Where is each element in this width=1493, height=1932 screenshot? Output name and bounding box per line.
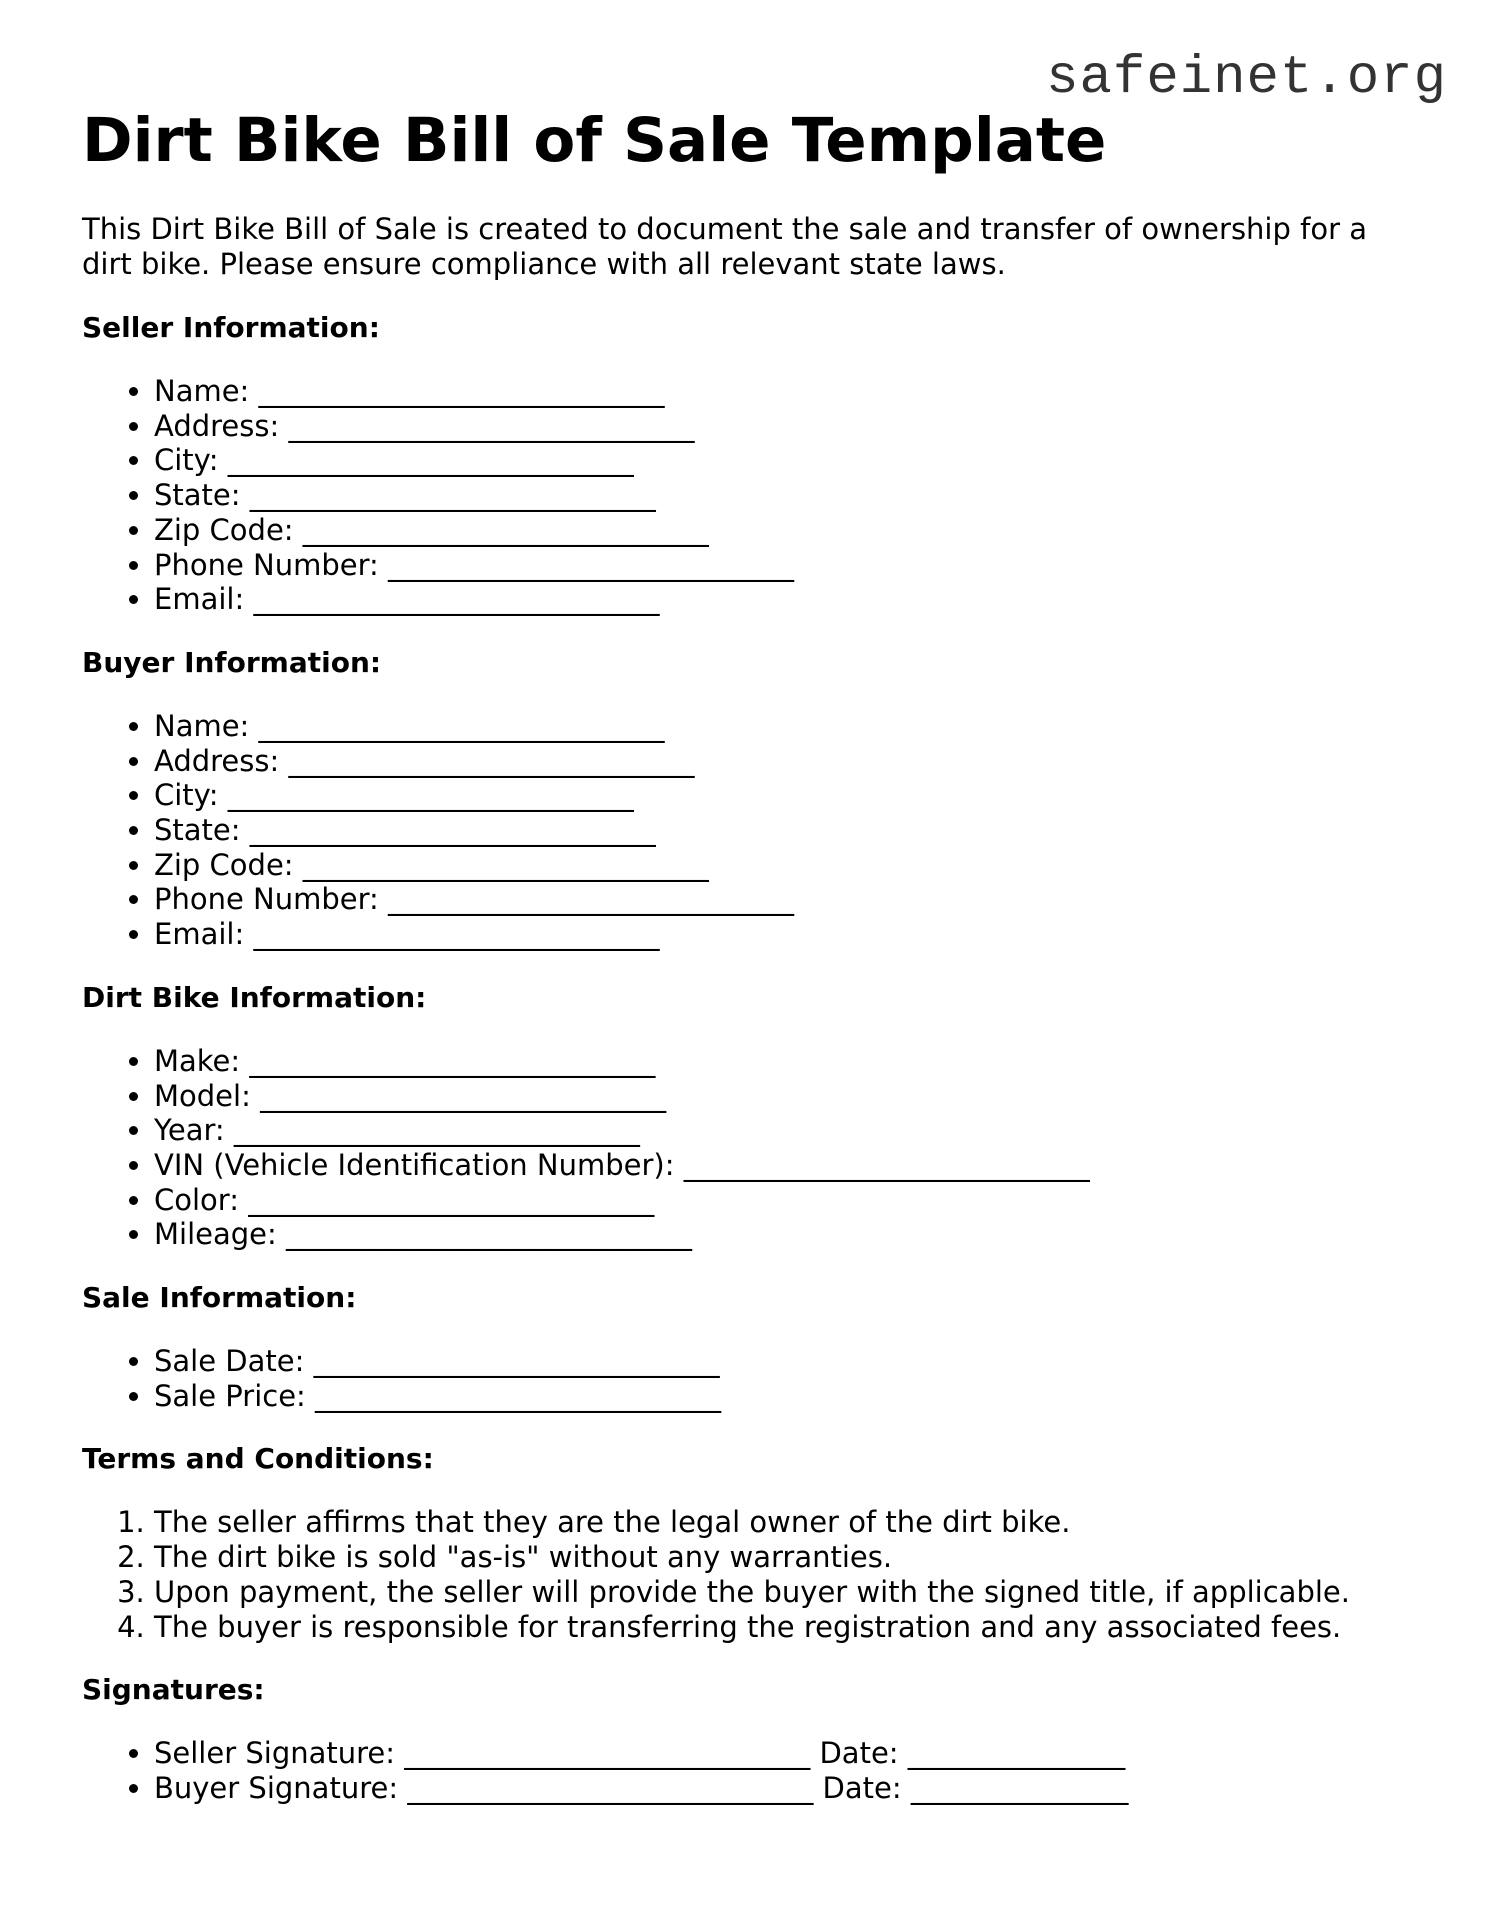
blank-line[interactable]: ____________________________ — [286, 1217, 692, 1252]
blank-line[interactable]: ____________________________ — [248, 1182, 655, 1217]
list-item: • Seller Signature: ____________________________ Date: _______________ — [154, 1736, 1422, 1771]
list-item: 2. The dirt bike is sold "as-is" without any warranties. — [154, 1540, 1422, 1575]
list-item: • Name: ____________________________ — [154, 374, 1422, 409]
sale-heading: Sale Information: — [82, 1281, 357, 1315]
buyer-fields — [82, 709, 1422, 952]
list-item: • City: ____________________________ — [154, 778, 1422, 813]
list-item: • Address: ____________________________ — [154, 744, 1422, 779]
list-item: • Email: ____________________________ — [154, 582, 1422, 617]
list-item: • Email: ____________________________ — [154, 917, 1422, 952]
list-item: • Sale Date: ____________________________ — [154, 1344, 1422, 1379]
document-page — [82, 0, 1422, 1806]
bike-fields — [82, 1044, 1422, 1252]
list-item: • State: ____________________________ — [154, 478, 1422, 513]
seller-heading: Seller Information: — [82, 311, 380, 344]
list-item: • Address: ____________________________ — [154, 409, 1422, 444]
blank-line[interactable]: ____________________________ — [315, 1378, 722, 1413]
list-item: • City: ____________________________ — [154, 443, 1422, 478]
list-item: • Mileage: ____________________________ — [154, 1217, 1422, 1252]
list-item: 3. Upon payment, the seller will provide the buyer with the signed title, if applicable. — [154, 1575, 1422, 1610]
list-item: • Phone Number: ____________________________ — [154, 548, 1422, 583]
terms-list — [82, 1505, 1422, 1644]
blank-line[interactable]: ____________________________ — [388, 882, 795, 917]
list-item: • Year: ____________________________ — [154, 1113, 1422, 1148]
seller-fields — [82, 374, 1422, 617]
blank-line[interactable]: ____________________________ — [683, 1147, 1090, 1182]
blank-line[interactable]: ____________________________ — [313, 1344, 720, 1379]
list-item: • Name: ____________________________ — [154, 709, 1422, 744]
sale-fields — [82, 1344, 1422, 1413]
intro-paragraph: This Dirt Bike Bill of Sale is created to document the sale and transfer of ownership for a dirt bike. Please ensure compliance with all relevant state laws. — [82, 212, 1367, 281]
list-item: • State: ____________________________ — [154, 813, 1422, 848]
blank-line[interactable]: ____________________________ — [227, 443, 634, 478]
list-item: • Color: ____________________________ — [154, 1183, 1422, 1218]
blank-line[interactable]: ____________________________ — [302, 512, 709, 547]
blank-line[interactable]: _______________ — [910, 1770, 1129, 1805]
list-item: • Phone Number: ____________________________ — [154, 882, 1422, 917]
list-item: • Model: ____________________________ — [154, 1079, 1422, 1114]
list-item: • VIN (Vehicle Identification Number): ____________________________ — [154, 1148, 1422, 1183]
blank-line[interactable]: ____________________________ — [258, 374, 665, 408]
blank-line[interactable]: ____________________________ — [253, 582, 660, 617]
terms-heading: Terms and Conditions: — [82, 1442, 434, 1476]
blank-line[interactable]: ____________________________ — [288, 743, 695, 778]
blank-line[interactable]: ____________________________ — [404, 1736, 811, 1771]
list-item: • Buyer Signature: ____________________________ Date: _______________ — [154, 1771, 1422, 1806]
blank-line[interactable]: ____________________________ — [388, 547, 795, 582]
bike-heading: Dirt Bike Information: — [82, 980, 427, 1014]
blank-line[interactable]: ____________________________ — [227, 778, 634, 813]
blank-line[interactable]: ____________________________ — [260, 1078, 667, 1113]
blank-line[interactable]: _______________ — [907, 1736, 1126, 1771]
buyer-heading: Buyer Information: — [82, 645, 382, 679]
list-item: 1. The seller affirms that they are the legal owner of the dirt bike. — [154, 1505, 1422, 1540]
blank-line[interactable]: ____________________________ — [407, 1770, 814, 1805]
blank-line[interactable]: ____________________________ — [258, 708, 665, 743]
blank-line[interactable]: ____________________________ — [288, 408, 695, 443]
blank-line[interactable]: ____________________________ — [249, 478, 656, 513]
blank-line[interactable]: ____________________________ — [233, 1113, 640, 1148]
document-title: Dirt Bike Bill of Sale Template — [82, 105, 1107, 176]
blank-line[interactable]: ____________________________ — [302, 847, 709, 882]
list-item: • Zip Code: ____________________________ — [154, 848, 1422, 883]
blank-line[interactable]: ____________________________ — [249, 1043, 656, 1078]
list-item: • Zip Code: ____________________________ — [154, 513, 1422, 548]
signature-fields — [82, 1736, 1422, 1805]
list-item: • Make: ____________________________ — [154, 1044, 1422, 1079]
watermark-text: safeinet.org — [1046, 48, 1447, 109]
blank-line[interactable]: ____________________________ — [253, 917, 660, 952]
list-item: 4. The buyer is responsible for transferring the registration and any associated fees. — [154, 1610, 1422, 1645]
list-item: • Sale Price: ____________________________ — [154, 1379, 1422, 1414]
signatures-heading: Signatures: — [82, 1673, 265, 1707]
blank-line[interactable]: ____________________________ — [249, 813, 656, 848]
